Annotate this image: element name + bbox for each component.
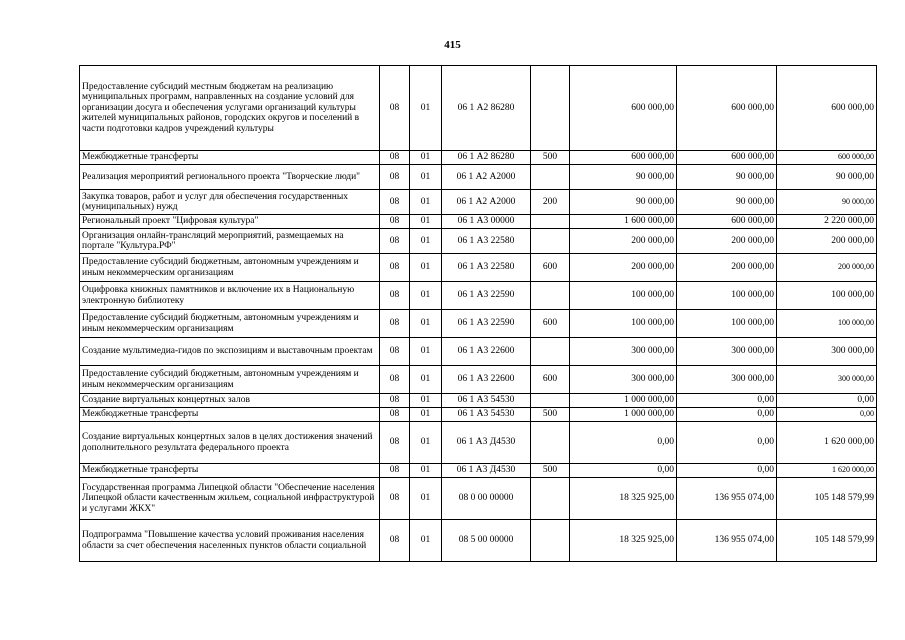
row-amount-3: 2 220 000,00 xyxy=(777,215,877,229)
table-row xyxy=(80,66,877,151)
budget-table xyxy=(79,65,877,562)
row-amount-2: 0,00 xyxy=(677,464,777,478)
table-row xyxy=(80,422,877,464)
table-row xyxy=(80,394,877,408)
row-expense-type xyxy=(531,282,570,310)
row-section: 08 xyxy=(380,229,410,254)
row-name: Создание виртуальных концертных залов xyxy=(80,394,380,408)
row-amount-3: 0,00 xyxy=(777,394,877,408)
table-row xyxy=(80,282,877,310)
row-amount-1: 100 000,00 xyxy=(570,282,677,310)
table-row xyxy=(80,254,877,282)
row-target-code: 06 1 А3 54530 xyxy=(442,408,531,422)
row-expense-type xyxy=(531,394,570,408)
row-expense-type xyxy=(531,338,570,366)
row-subsection: 01 xyxy=(410,478,442,520)
row-target-code: 08 0 00 00000 xyxy=(442,478,531,520)
row-subsection: 01 xyxy=(410,282,442,310)
row-amount-1: 18 325 925,00 xyxy=(570,478,677,520)
table-row xyxy=(80,229,877,254)
row-amount-3: 200 000,00 xyxy=(777,254,877,282)
table-row xyxy=(80,464,877,478)
row-expense-type: 600 xyxy=(531,310,570,338)
table-row xyxy=(80,165,877,190)
row-target-code: 06 1 А2 86280 xyxy=(442,151,531,165)
row-amount-1: 1 000 000,00 xyxy=(570,408,677,422)
row-name: Региональный проект "Цифровая культура" xyxy=(80,215,380,229)
row-section: 08 xyxy=(380,310,410,338)
row-amount-2: 200 000,00 xyxy=(677,254,777,282)
row-target-code: 06 1 А3 22590 xyxy=(442,310,531,338)
row-name: Закупка товаров, работ и услуг для обеспечения государственных (муниципальных) нужд xyxy=(80,190,380,215)
row-amount-2: 90 000,00 xyxy=(677,165,777,190)
row-section: 08 xyxy=(380,282,410,310)
row-amount-1: 200 000,00 xyxy=(570,254,677,282)
row-section: 08 xyxy=(380,338,410,366)
row-amount-1: 200 000,00 xyxy=(570,229,677,254)
row-amount-3: 300 000,00 xyxy=(777,366,877,394)
row-name: Реализация мероприятий регионального проекта "Творческие люди" xyxy=(80,165,380,190)
row-name: Подпрограмма "Повышение качества условий проживания населения области за счет обеспечения населенных пунктов области социальной xyxy=(80,520,380,562)
row-amount-1: 90 000,00 xyxy=(570,190,677,215)
row-subsection: 01 xyxy=(410,215,442,229)
row-section: 08 xyxy=(380,422,410,464)
row-expense-type xyxy=(531,215,570,229)
row-expense-type xyxy=(531,478,570,520)
row-subsection: 01 xyxy=(410,254,442,282)
row-amount-3: 105 148 579,99 xyxy=(777,478,877,520)
row-section: 08 xyxy=(380,478,410,520)
row-amount-2: 600 000,00 xyxy=(677,215,777,229)
row-expense-type xyxy=(531,422,570,464)
row-section: 08 xyxy=(380,165,410,190)
row-expense-type: 600 xyxy=(531,366,570,394)
row-target-code: 06 1 А3 00000 xyxy=(442,215,531,229)
table-row xyxy=(80,338,877,366)
row-section: 08 xyxy=(380,190,410,215)
row-amount-3: 90 000,00 xyxy=(777,190,877,215)
row-target-code: 06 1 А3 22580 xyxy=(442,229,531,254)
row-subsection: 01 xyxy=(410,394,442,408)
row-target-code: 06 1 А2 А2000 xyxy=(442,165,531,190)
row-target-code: 06 1 А2 86280 xyxy=(442,66,531,151)
row-target-code: 06 1 А2 А2000 xyxy=(442,190,531,215)
row-amount-2: 600 000,00 xyxy=(677,151,777,165)
row-target-code: 06 1 А3 22600 xyxy=(442,338,531,366)
row-subsection: 01 xyxy=(410,520,442,562)
row-amount-2: 100 000,00 xyxy=(677,310,777,338)
row-name: Создание мультимедиа-гидов по экспозициям и выставочным проектам xyxy=(80,338,380,366)
row-target-code: 06 1 А3 22600 xyxy=(442,366,531,394)
row-section: 08 xyxy=(380,254,410,282)
row-expense-type xyxy=(531,66,570,151)
row-amount-3: 200 000,00 xyxy=(777,229,877,254)
row-amount-3: 600 000,00 xyxy=(777,66,877,151)
row-amount-2: 136 955 074,00 xyxy=(677,478,777,520)
row-target-code: 06 1 А3 22580 xyxy=(442,254,531,282)
row-expense-type: 600 xyxy=(531,254,570,282)
row-target-code: 06 1 А3 Д4530 xyxy=(442,464,531,478)
row-name: Межбюджетные трансферты xyxy=(80,151,380,165)
row-section: 08 xyxy=(380,366,410,394)
row-subsection: 01 xyxy=(410,366,442,394)
table-row xyxy=(80,190,877,215)
row-expense-type: 500 xyxy=(531,151,570,165)
row-expense-type: 500 xyxy=(531,464,570,478)
row-amount-2: 0,00 xyxy=(677,394,777,408)
row-expense-type: 200 xyxy=(531,190,570,215)
row-name: Предоставление субсидий бюджетным, автономным учреждениям и иным некоммерческим организациям xyxy=(80,310,380,338)
row-amount-2: 300 000,00 xyxy=(677,338,777,366)
row-name: Предоставление субсидий местным бюджетам на реализацию муниципальных программ, направленных на создание условий для организации досуга и обеспечения услугами организаций культуры жителей муниципальных районов, городских округов и поселений в части подготовки кадров учреждений культуры xyxy=(80,66,380,151)
row-name: Организация онлайн-трансляций мероприятий, размещаемых на портале "Культура.РФ" xyxy=(80,229,380,254)
page-number: 415 xyxy=(444,39,461,51)
row-amount-2: 600 000,00 xyxy=(677,66,777,151)
row-amount-3: 1 620 000,00 xyxy=(777,422,877,464)
table-body xyxy=(80,66,877,562)
row-amount-1: 300 000,00 xyxy=(570,338,677,366)
row-subsection: 01 xyxy=(410,151,442,165)
row-subsection: 01 xyxy=(410,66,442,151)
row-amount-3: 100 000,00 xyxy=(777,310,877,338)
row-amount-3: 105 148 579,99 xyxy=(777,520,877,562)
row-amount-1: 600 000,00 xyxy=(570,151,677,165)
row-amount-3: 90 000,00 xyxy=(777,165,877,190)
row-section: 08 xyxy=(380,151,410,165)
row-amount-3: 0,00 xyxy=(777,408,877,422)
row-name: Предоставление субсидий бюджетным, автономным учреждениям и иным некоммерческим организациям xyxy=(80,254,380,282)
row-section: 08 xyxy=(380,408,410,422)
table-row xyxy=(80,520,877,562)
row-amount-1: 18 325 925,00 xyxy=(570,520,677,562)
row-target-code: 06 1 А3 Д4530 xyxy=(442,422,531,464)
row-section: 08 xyxy=(380,394,410,408)
row-target-code: 06 1 А3 54530 xyxy=(442,394,531,408)
row-amount-2: 300 000,00 xyxy=(677,366,777,394)
row-subsection: 01 xyxy=(410,229,442,254)
row-subsection: 01 xyxy=(410,338,442,366)
row-name: Межбюджетные трансферты xyxy=(80,464,380,478)
row-amount-3: 600 000,00 xyxy=(777,151,877,165)
table-row xyxy=(80,478,877,520)
table-row xyxy=(80,408,877,422)
row-amount-3: 1 620 000,00 xyxy=(777,464,877,478)
row-amount-2: 100 000,00 xyxy=(677,282,777,310)
row-name: Государственная программа Липецкой области "Обеспечение населения Липецкой области качественным жильем, социальной инфраструктурой и услугами ЖКХ" xyxy=(80,478,380,520)
table-row xyxy=(80,310,877,338)
row-subsection: 01 xyxy=(410,422,442,464)
row-expense-type xyxy=(531,229,570,254)
row-expense-type xyxy=(531,165,570,190)
row-expense-type: 500 xyxy=(531,408,570,422)
row-target-code: 08 5 00 00000 xyxy=(442,520,531,562)
row-name: Создание виртуальных концертных залов в целях достижения значений дополнительного результата федерального проекта xyxy=(80,422,380,464)
row-amount-3: 100 000,00 xyxy=(777,282,877,310)
row-amount-1: 100 000,00 xyxy=(570,310,677,338)
row-name: Оцифровка книжных памятников и включение их в Национальную электронную библиотеку xyxy=(80,282,380,310)
row-section: 08 xyxy=(380,520,410,562)
row-name: Межбюджетные трансферты xyxy=(80,408,380,422)
row-amount-2: 200 000,00 xyxy=(677,229,777,254)
row-amount-2: 90 000,00 xyxy=(677,190,777,215)
row-amount-2: 0,00 xyxy=(677,408,777,422)
row-amount-2: 136 955 074,00 xyxy=(677,520,777,562)
row-amount-1: 300 000,00 xyxy=(570,366,677,394)
row-target-code: 06 1 А3 22590 xyxy=(442,282,531,310)
row-subsection: 01 xyxy=(410,165,442,190)
table-row xyxy=(80,151,877,165)
row-subsection: 01 xyxy=(410,190,442,215)
row-amount-1: 1 600 000,00 xyxy=(570,215,677,229)
row-amount-1: 0,00 xyxy=(570,422,677,464)
row-name: Предоставление субсидий бюджетным, автономным учреждениям и иным некоммерческим организациям xyxy=(80,366,380,394)
row-subsection: 01 xyxy=(410,408,442,422)
row-subsection: 01 xyxy=(410,310,442,338)
row-section: 08 xyxy=(380,66,410,151)
row-section: 08 xyxy=(380,215,410,229)
row-amount-1: 600 000,00 xyxy=(570,66,677,151)
row-amount-1: 1 000 000,00 xyxy=(570,394,677,408)
row-subsection: 01 xyxy=(410,464,442,478)
row-amount-3: 300 000,00 xyxy=(777,338,877,366)
row-section: 08 xyxy=(380,464,410,478)
row-amount-1: 0,00 xyxy=(570,464,677,478)
row-expense-type xyxy=(531,520,570,562)
row-amount-1: 90 000,00 xyxy=(570,165,677,190)
table-row xyxy=(80,215,877,229)
table-row xyxy=(80,366,877,394)
row-amount-2: 0,00 xyxy=(677,422,777,464)
